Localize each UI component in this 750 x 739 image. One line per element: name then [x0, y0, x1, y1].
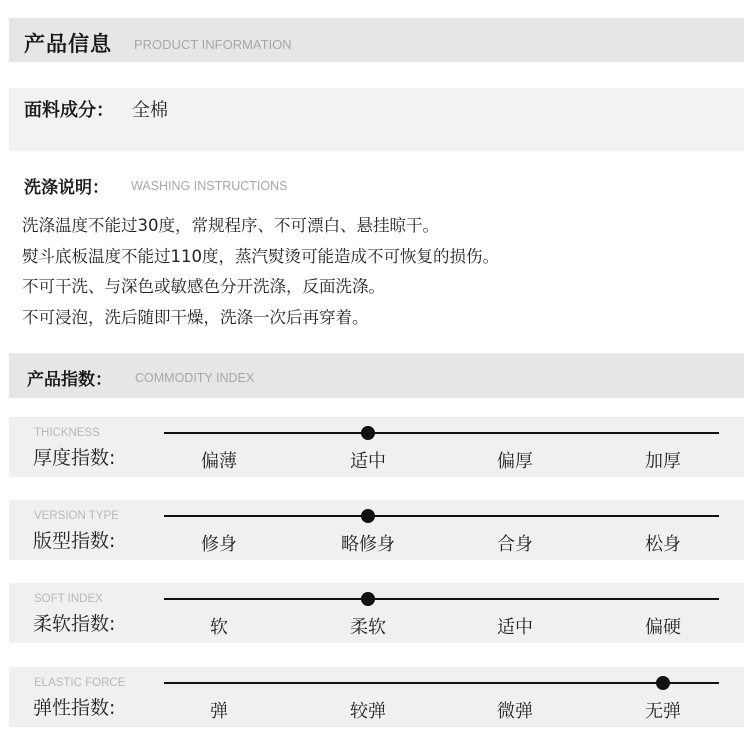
washing-instructions: [22, 211, 499, 333]
section-subtitle-product-info: PRODUCT INFORMATION: [134, 37, 292, 52]
index-marker-dot: [361, 592, 375, 606]
index-subtitle: COMMODITY INDEX: [135, 371, 255, 385]
index-option: 微弹: [497, 701, 533, 722]
index-marker-dot: [361, 426, 375, 440]
index-band: [9, 353, 744, 398]
index-scale-line: [164, 682, 719, 684]
index-option: 较弹: [350, 701, 386, 722]
index-row-en: SOFT INDEX: [34, 593, 103, 605]
index-row-en: ELASTIC FORCE: [34, 677, 126, 689]
index-row-version: [9, 500, 744, 560]
index-option: 软: [210, 617, 228, 638]
index-scale-line: [164, 598, 719, 600]
index-row-cn: 柔软指数:: [33, 613, 116, 635]
washing-label: 洗涤说明：: [24, 178, 109, 198]
index-option: 柔软: [350, 617, 386, 638]
section-title-product-info: 产品信息: [24, 32, 112, 56]
index-title: 产品指数：: [27, 370, 112, 390]
fabric-label: 面料成分：: [24, 100, 114, 121]
index-option: 偏厚: [497, 451, 533, 472]
index-option: 修身: [201, 534, 237, 555]
index-option: 弹: [210, 701, 228, 722]
washing-line: 不可干洗、与深色或敏感色分开洗涤，反面洗涤。: [22, 277, 385, 296]
fabric-value: 全棉: [132, 100, 168, 121]
index-row-thickness: [9, 417, 744, 477]
index-row-cn: 厚度指数:: [33, 447, 116, 469]
washing-subtitle: WASHING INSTRUCTIONS: [131, 179, 288, 193]
index-marker-dot: [361, 509, 375, 523]
washing-line: 不可浸泡，洗后随即干燥，洗涤一次后再穿着。: [22, 307, 369, 327]
index-row-en: VERSION TYPE: [34, 510, 119, 522]
index-option: 偏硬: [645, 617, 681, 638]
index-scale-line: [164, 432, 719, 434]
index-option: 松身: [645, 534, 681, 555]
index-row-cn: 版型指数:: [33, 530, 116, 552]
index-option: 适中: [497, 617, 533, 638]
index-row-soft: [9, 583, 744, 643]
index-scale-line: [164, 515, 719, 517]
washing-line: 洗涤温度不能过30度，常规程序、不可漂白、悬挂晾干。: [22, 216, 439, 235]
header-band: [9, 18, 744, 62]
index-row-elastic: [9, 667, 744, 727]
index-option: 合身: [497, 534, 533, 555]
index-option: 略修身: [341, 534, 395, 555]
washing-line: 熨斗底板温度不能过110度，蒸汽熨烫可能造成不可恢复的损伤。: [22, 246, 499, 266]
index-marker-dot: [656, 676, 670, 690]
fabric-band: [9, 88, 744, 151]
index-row-cn: 弹性指数:: [33, 697, 116, 719]
index-option: 无弹: [645, 701, 681, 722]
index-row-en: THICKNESS: [34, 427, 100, 439]
index-option: 加厚: [645, 451, 681, 472]
index-option: 适中: [350, 451, 386, 472]
index-option: 偏薄: [201, 451, 237, 472]
